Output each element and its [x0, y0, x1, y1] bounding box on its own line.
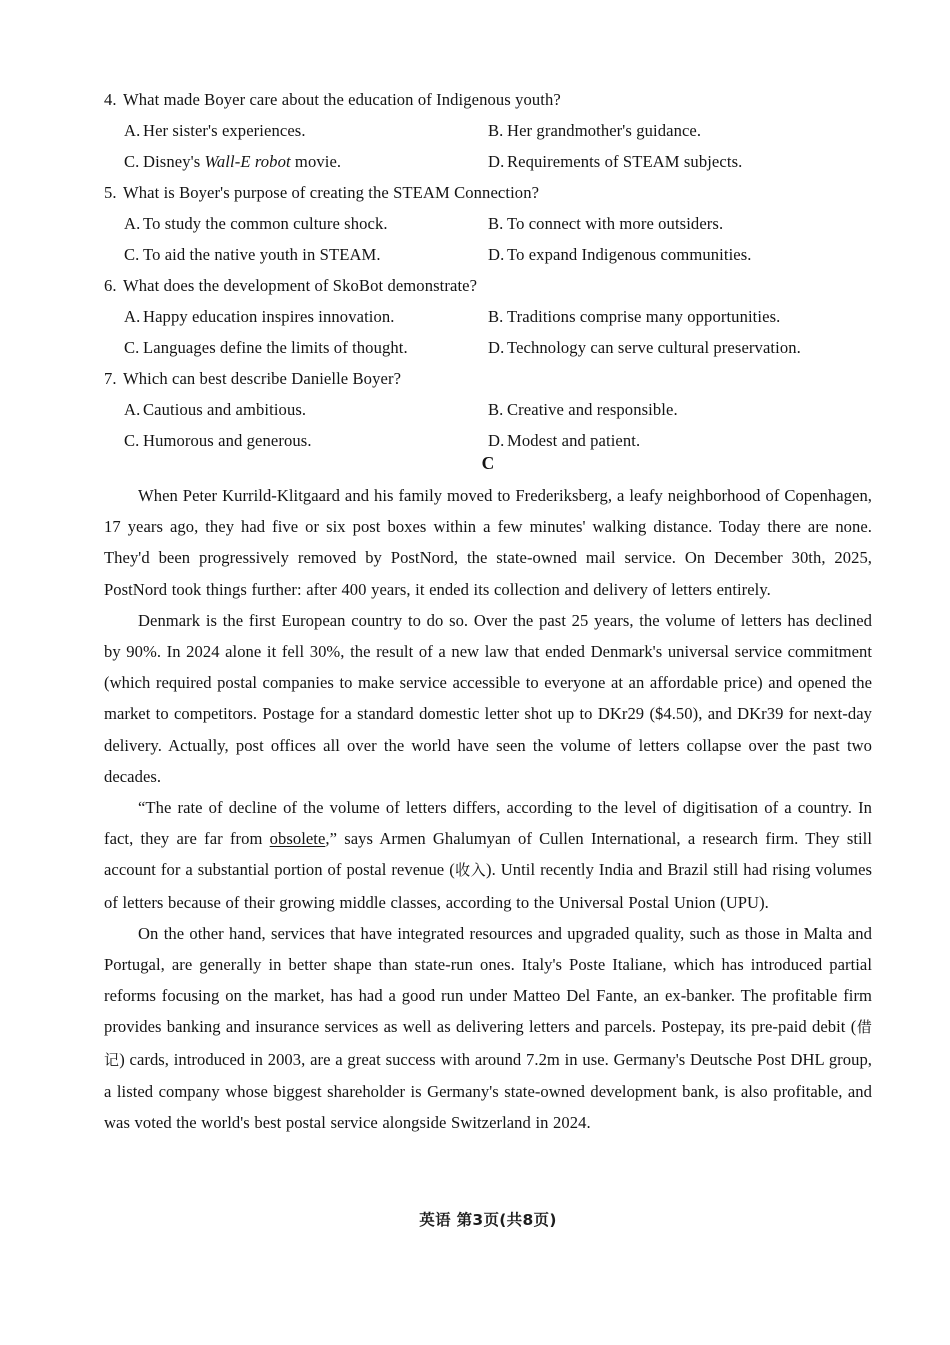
option-letter-7-A: A. [124, 400, 141, 419]
question-4-options-row-2 [104, 146, 872, 177]
question-number-4: 4. [104, 90, 117, 109]
chinese-gloss-debit: 借记 [104, 1018, 872, 1069]
option-letter-7-D: D. [488, 431, 505, 450]
option-text-6-C: Languages define the limits of thought. [143, 338, 408, 357]
question-stem-4-text [104, 84, 561, 115]
option-text-7-C: Humorous and generous. [143, 431, 312, 450]
option-letter-6-A: A. [124, 307, 141, 326]
question-number-6: 6. [104, 276, 117, 295]
passage-paragraph-1: When Peter Kurrild-Klitgaard and his family moved to Frederiksberg, a leafy neighborhood of Copenhagen, 17 years ago, they had five or six post boxes within a few minutes' walking distance. Today there are none. They'd been progressively removed by PostNord, the state-owned mail service. On December 30th, 2025, PostNord took things further: after 400 years, it ended its collection and delivery of letters entirely. [104, 486, 872, 599]
question-stem-4 [104, 84, 872, 115]
option-text-4-D: Requirements of STEAM subjects. [507, 152, 743, 171]
question-number-5: 5. [104, 183, 117, 202]
option-4-D[interactable] [488, 146, 742, 177]
option-4-B[interactable] [488, 115, 701, 146]
option-text-5-A: To study the common culture shock. [143, 214, 388, 233]
option-text-4-B: Her grandmother's guidance. [507, 121, 702, 140]
option-6-B[interactable] [488, 301, 780, 332]
paragraph-3-pre: “The rate of decline of the volume of letters differs, according to the level of digitisation of a country. In fact, they are far from [104, 798, 872, 849]
option-letter-5-A: A. [124, 214, 141, 233]
exam-page [104, 0, 872, 1345]
chinese-gloss-income: 收入 [454, 861, 487, 880]
option-letter-4-D: D. [488, 152, 505, 171]
option-5-D[interactable] [488, 239, 752, 270]
option-letter-6-B: B. [488, 307, 504, 326]
option-text-4-C-italic: Wall-E robot [204, 152, 291, 171]
option-letter-7-C: C. [124, 431, 140, 450]
option-text-6-D: Technology can serve cultural preservation. [507, 338, 801, 357]
question-stem-7 [104, 363, 872, 394]
option-text-6-B: Traditions comprise many opportunities. [507, 307, 781, 326]
option-4-A[interactable] [124, 115, 306, 146]
option-letter-6-D: D. [488, 338, 505, 357]
option-4-C[interactable] [124, 146, 341, 177]
question-4-options-row-1 [104, 115, 872, 146]
option-letter-7-B: B. [488, 400, 504, 419]
option-text-6-A: Happy education inspires innovation. [143, 307, 395, 326]
passage-paragraph-2: Denmark is the first European country to do so. Over the past 25 years, the volume of letters has declined by 90%. In 2024 alone it fell 30%, the result of a new law that ended Denmark's universal service commitment (which required postal companies to make service accessible to everyone at an affordable price) and opened the market to competitors. Postage for a standard domestic letter shot up to DKr29 ($4.50), and DKr39 for next-day delivery. Actually, post offices all over the world have seen the volume of letters collapse over the past two decades. [104, 610, 872, 786]
question-text-6: What does the development of SkoBot demonstrate? [123, 276, 478, 295]
option-letter-5-C: C. [124, 245, 140, 264]
option-letter-6-C: C. [124, 338, 140, 357]
question-text-5: What is Boyer's purpose of creating the STEAM Connection? [123, 183, 540, 202]
option-letter-5-D: D. [488, 245, 505, 264]
option-5-A[interactable] [124, 208, 388, 239]
passage-paragraph-4 [104, 918, 872, 1138]
option-letter-4-A: A. [124, 121, 141, 140]
page-footer: 英语 第3页(共8页) [419, 1211, 557, 1229]
question-5-options-row-1 [104, 208, 872, 239]
option-6-D[interactable] [488, 332, 801, 363]
option-text-5-C: To aid the native youth in STEAM. [143, 245, 381, 264]
option-text-4-C-post: movie. [290, 152, 342, 171]
question-text-4: What made Boyer care about the education of Indigenous youth? [123, 90, 561, 109]
question-text-7: Which can best describe Danielle Boyer? [123, 369, 402, 388]
paragraph-4-post: ) cards, introduced in 2003, are a great success with around 7.2m in use. Germany's Deutsche Post DHL group, a listed company whose biggest shareholder is Germany's state-owned development bank, is also profitable, and was voted the world's best postal service alongside Switzerland in 2024. [104, 1049, 872, 1133]
passage-paragraph-3 [104, 792, 872, 918]
question-stem-5-text [104, 177, 539, 208]
option-6-C[interactable] [124, 332, 408, 363]
option-6-A[interactable] [124, 301, 395, 332]
option-5-B[interactable] [488, 208, 723, 239]
reading-passage [104, 480, 872, 1138]
option-text-4-C-pre: Disney's [143, 152, 205, 171]
question-stem-5 [104, 177, 872, 208]
question-stem-6 [104, 270, 872, 301]
option-text-7-A: Cautious and ambitious. [143, 400, 307, 419]
option-text-5-D: To expand Indigenous communities. [507, 245, 752, 264]
question-stem-6-text [104, 270, 477, 301]
question-6-options-row-1 [104, 301, 872, 332]
option-7-A[interactable] [124, 394, 306, 425]
paragraph-3-post: ). Until recently India and Brazil still had rising volumes of letters because of their growing middle classes, according to the Universal Postal Union (UPU). [104, 860, 872, 912]
option-5-C[interactable] [124, 239, 381, 270]
option-text-7-B: Creative and responsible. [507, 400, 678, 419]
glossed-word-obsolete: obsolete [269, 829, 326, 849]
option-7-B[interactable] [488, 394, 678, 425]
option-text-7-D: Modest and patient. [507, 431, 641, 450]
paragraph-3-mid: ,” says Armen Ghalumyan of Cullen International, a research firm. They still account for a substantial portion of postal revenue ( [104, 829, 872, 880]
paragraph-4-pre: On the other hand, services that have integrated resources and upgraded quality, such as those in Malta and Portugal, are generally in better shape than state-run ones. Italy's Poste Italiane, which has introduced partial reforms focusing on the market, has had a good run under Matteo Del Fante, an ex-banker. The profitable firm provides banking and insurance services as well as delivering letters and parcels. Postepay, its pre-paid debit ( [104, 923, 872, 1037]
option-letter-4-C: C. [124, 152, 140, 171]
option-letter-4-B: B. [488, 121, 504, 140]
option-letter-5-B: B. [488, 214, 504, 233]
question-5-options-row-2 [104, 239, 872, 270]
option-text-5-B: To connect with more outsiders. [507, 214, 724, 233]
section-heading-c: C [481, 453, 495, 473]
questions-section [104, 84, 872, 456]
question-stem-7-text [104, 363, 401, 394]
question-6-options-row-2 [104, 332, 872, 363]
option-text-4-A: Her sister's experiences. [143, 121, 306, 140]
question-number-7: 7. [104, 369, 117, 388]
question-7-options-row-1 [104, 394, 872, 425]
